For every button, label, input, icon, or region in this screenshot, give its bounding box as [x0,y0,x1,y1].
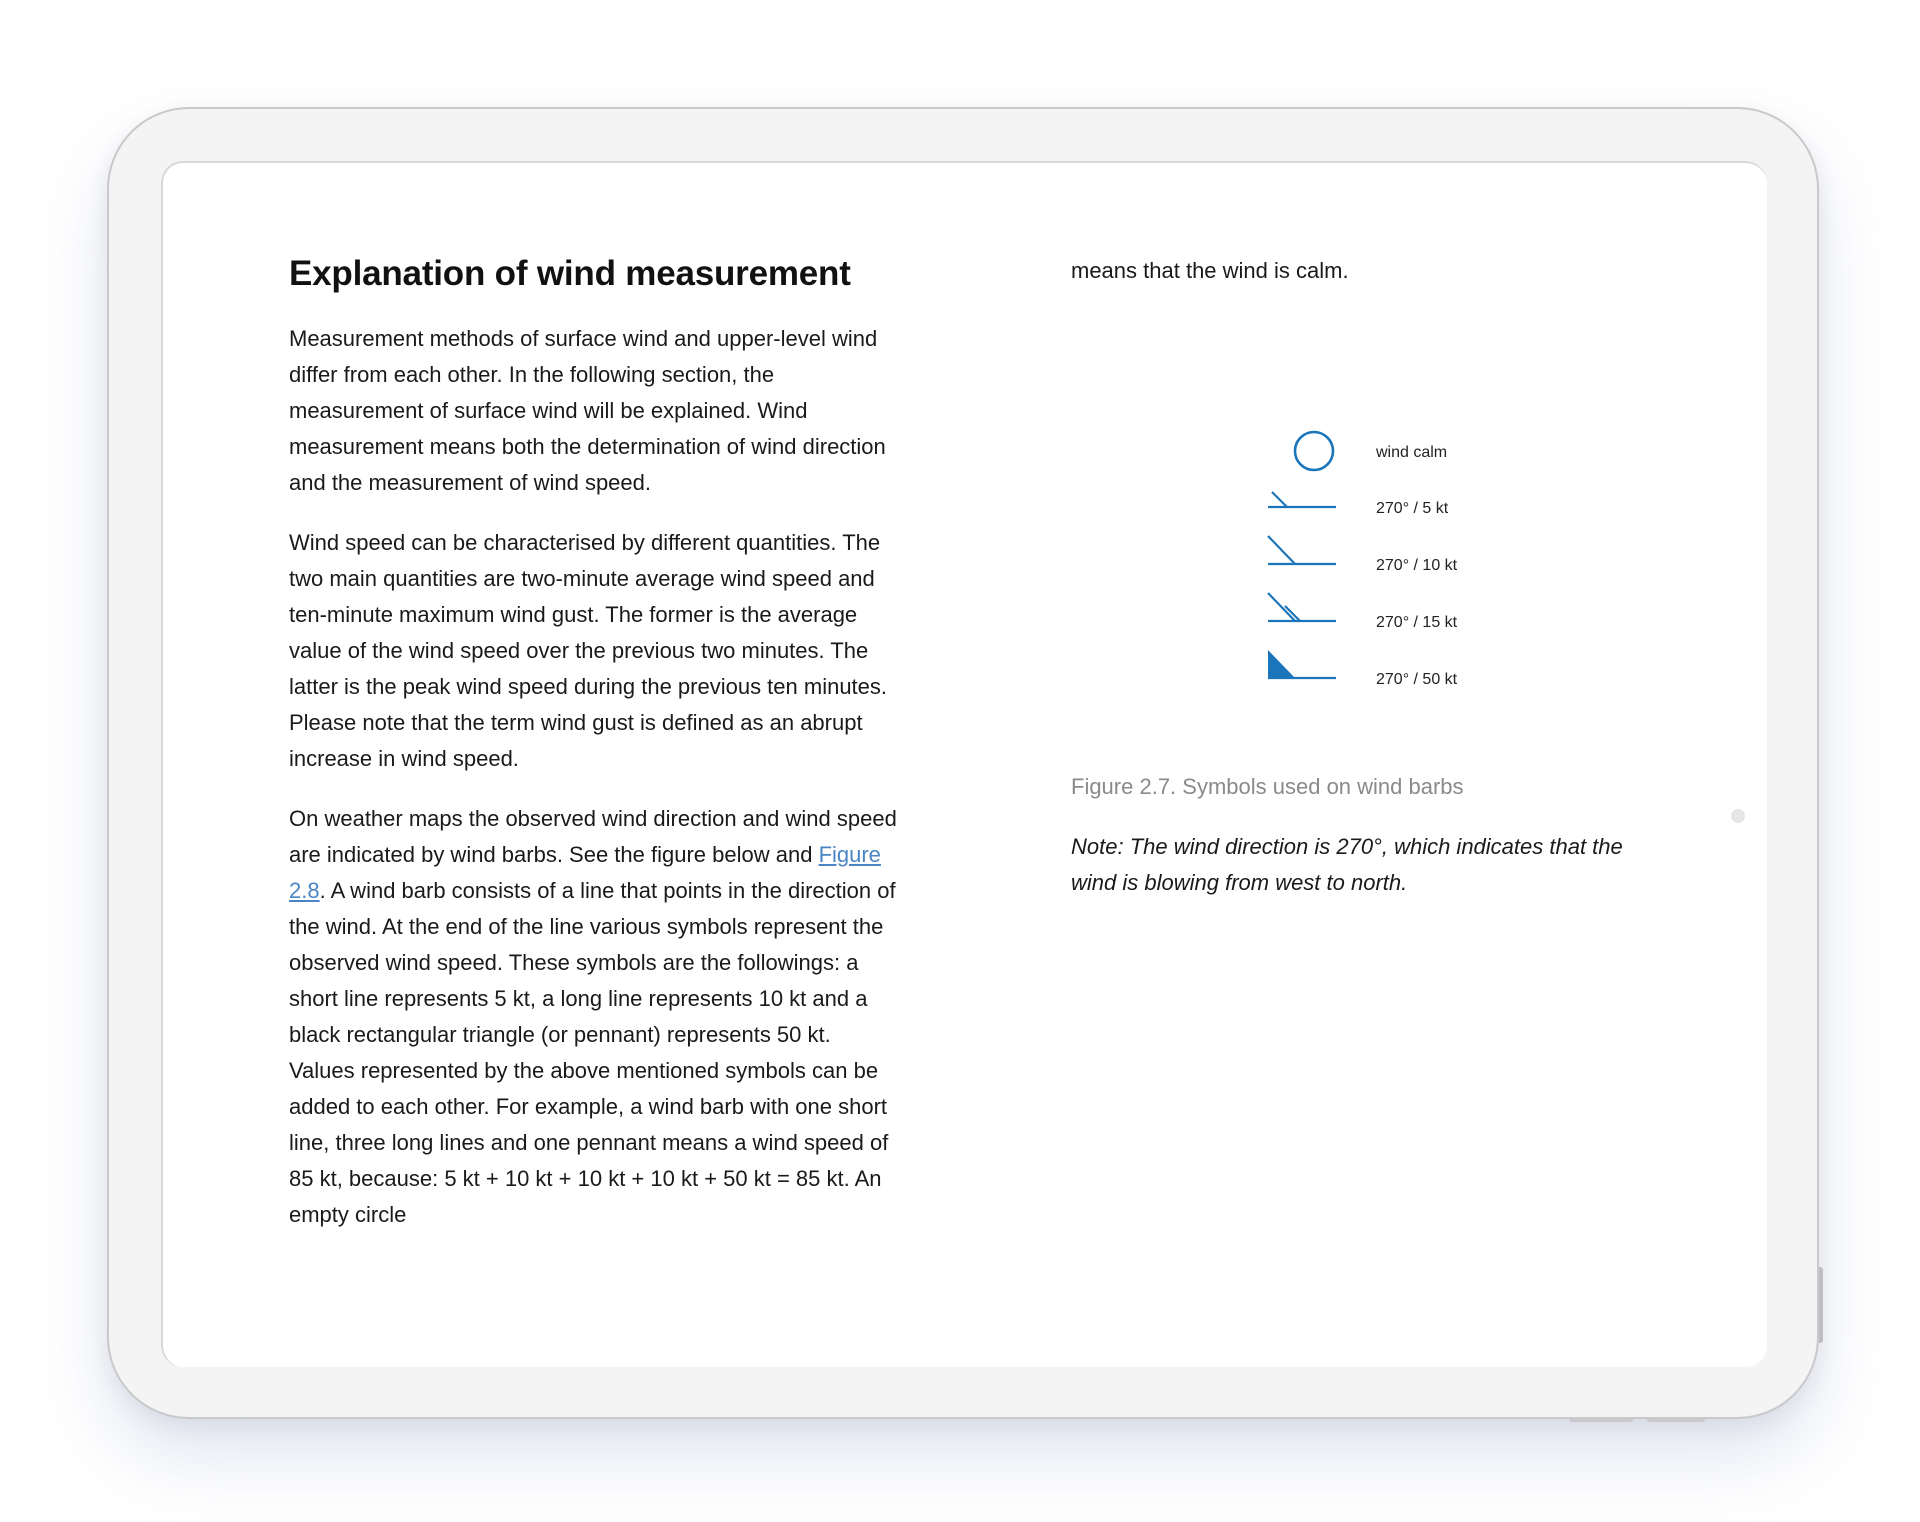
barb-15kt-label: 270° / 15 kt [1376,614,1458,631]
wind-barb-50kt-icon [1268,650,1336,678]
wind-barb-symbols [1071,289,1671,769]
paragraph-2: Wind speed can be characterised by different quantities. The two main quantities are two-minute average wind speed and ten-minute maximum wind gust. The former is the average value of the wind speed over the previous two minutes. The latter is the peak wind speed during the previous ten minutes. Please note that the term wind gust is defined as an abrupt increase in wind speed. [289,530,888,771]
wind-barb-5kt-icon [1268,492,1336,507]
reader-screen[interactable] [161,161,1767,1367]
bottom-button-right [1647,1419,1705,1422]
barb-5kt-label: 270° / 5 kt [1376,500,1449,517]
wind-barb-10kt-icon [1268,536,1336,564]
wind-barb-figure [1071,289,1671,769]
right-column [1071,253,1671,925]
figure-2-8-link[interactable]: Figure 2.8 [289,842,881,903]
paragraph-3 [289,801,899,1233]
left-column [289,253,899,1257]
figure-note: Note: The wind direction is 270°, which indicates that the wind is blowing from west to north. [1071,834,1623,895]
wind-barb-15kt-icon [1268,593,1336,621]
paragraph-3-text-a: On weather maps the observed wind direction and wind speed are indicated by wind barbs. See the figure below and [289,806,897,867]
continuation-text: means that the wind is calm. [1071,258,1349,283]
tablet-frame [107,107,1819,1419]
barb-50kt-label: 270° / 50 kt [1376,671,1458,688]
bottom-button-left [1569,1419,1633,1422]
paragraph-3-text-b: . A wind barb consists of a line that points in the direction of the wind. At the end of the line various symbols represent the observed wind speed. These symbols are the followings: a short line represents 5 kt, a long line represents 10 kt and a black rectangular triangle (or pennant) represents 50 kt. Values represented by the above mentioned symbols can be added to each other. For example, a wind barb with one short line, three long lines and one pennant means a wind speed of 85 kt, because: 5 kt + 10 kt + 10 kt + 10 kt + 50 kt = 85 kt. An empty circle [289,878,896,1227]
wind-calm-circle-icon [1295,432,1333,470]
paragraph-1: Measurement methods of surface wind and upper-level wind differ from each other. In the following section, the measurement of surface wind will be explained. Wind measurement means both the determination of wind direction and the measurement of wind speed. [289,326,886,495]
figure-caption: Figure 2.7. Symbols used on wind barbs [1071,774,1464,799]
article-heading: Explanation of wind measurement [289,254,851,293]
side-button [1819,1267,1823,1343]
camera-dot [1731,809,1745,823]
barb-10kt-label: 270° / 10 kt [1376,557,1458,574]
wind-calm-label: wind calm [1376,444,1448,461]
